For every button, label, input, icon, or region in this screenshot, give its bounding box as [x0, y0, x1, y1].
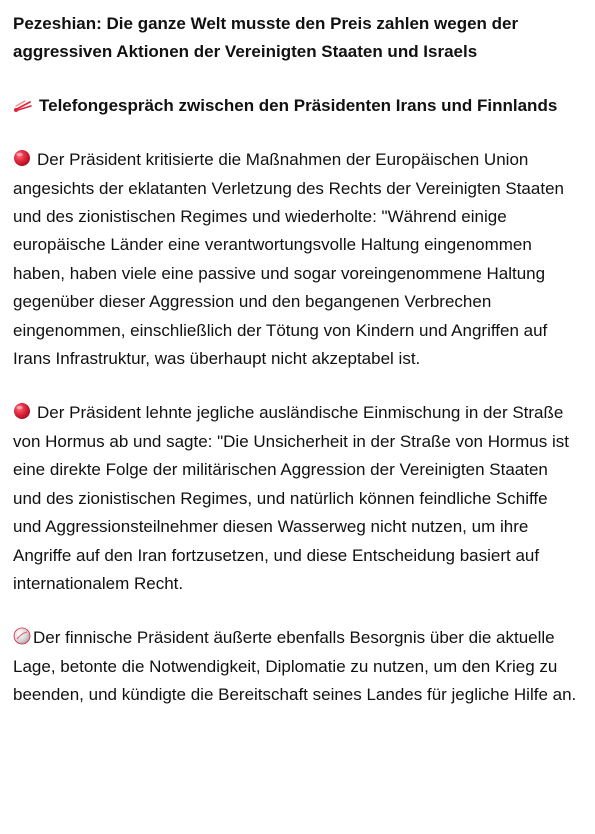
paragraph-text: Der Präsident lehnte jegliche ausländische Einmischung in der Straße von Hormus ab und sagte: "Die Unsicherheit in der Straße von Hormus ist eine direkte Folge der militärischen Aggression der Vereinigten Staaten und des zionistischen Regimes, und natürlich können feindliche Schiffe und Aggressionsteilnehmer diesen Wasserweg nicht nutzen, um ihre Angriffe auf den Iran fortzusetzen, und diese Entscheidung basiert auf internationalem Recht. — [13, 403, 569, 593]
red-circle-icon — [13, 402, 31, 420]
comet-icon — [13, 99, 33, 113]
paragraph — [13, 146, 579, 373]
subheading — [13, 92, 579, 120]
red-circle-icon — [13, 149, 31, 167]
silver-circle-icon — [13, 627, 31, 645]
headline: Pezeshian: Die ganze Welt musste den Preis zahlen wegen der aggressiven Aktionen der Vereinigten Staaten und Israels — [13, 14, 519, 62]
paragraph — [13, 399, 579, 598]
paragraph-text: Der Präsident kritisierte die Maßnahmen der Europäischen Union angesichts der eklatanten Verletzung des Rechts der Vereinigten Staaten und des zionistischen Regimes und wiederholte: "Während einige europäische Länder eine verantwortungsvolle Haltung eingenommen haben, haben viele eine passive und sogar voreingenommene Haltung gegenüber dieser Aggression und den begangenen Verbrechen eingenommen, einschließlich der Tötung von Kindern und Angriffen auf Irans Infrastruktur, was überhaupt nicht akzeptabel ist. — [13, 150, 564, 369]
paragraph — [13, 624, 579, 709]
paragraph-text: Der finnische Präsident äußerte ebenfalls Besorgnis über die aktuelle Lage, betonte die Notwendigkeit, Diplomatie zu nutzen, um den Krieg zu beenden, und kündigte die Bereitschaft seines Landes für jegliche Hilfe an. — [13, 628, 577, 705]
subheading-text: Telefongespräch zwischen den Präsidenten Irans und Finnlands — [39, 95, 558, 115]
